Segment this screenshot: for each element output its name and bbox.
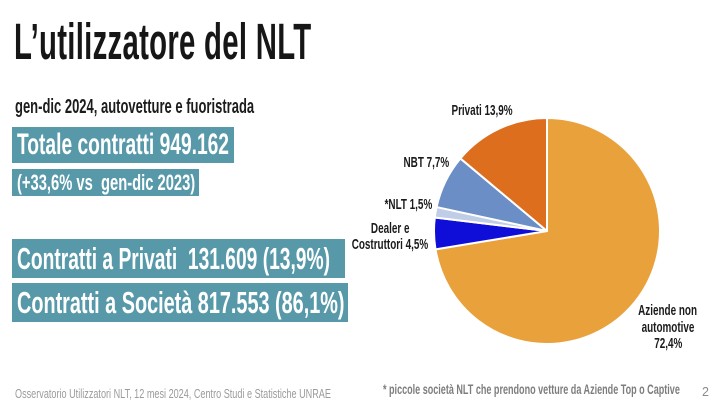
pie-label-aziende-non-automotive: Aziende non automotive 72,4% bbox=[638, 302, 698, 352]
pie-label-privati: Privati 13,9% bbox=[451, 102, 513, 119]
stat-contracts-private bbox=[12, 239, 345, 278]
stat-contracts-companies bbox=[12, 283, 348, 322]
footnote: * piccole società NLT che prendono vetture da Aziende Top o Captive bbox=[383, 382, 680, 397]
stat-total-contracts-text: Totale contratti 949.162 bbox=[17, 128, 229, 161]
pie-label-nbt: NBT 7,7% bbox=[403, 154, 449, 171]
page-title bbox=[14, 13, 531, 70]
stat-contracts-companies-text: Contratti a Società 817.553 (86,1%) bbox=[17, 285, 345, 320]
stat-total-contracts bbox=[12, 127, 234, 163]
page-title-text: L’utilizzatore del NLT bbox=[14, 13, 312, 70]
subtitle-text: gen-dic 2024, autovetture e fuoristrada bbox=[15, 96, 255, 118]
pie-label-dealer-costruttori: Dealer e Costruttori 4,5% bbox=[351, 220, 429, 253]
stat-growth bbox=[12, 169, 199, 196]
footer-source: Osservatorio Utilizzatori NLT, 12 mesi 2024, Centro Studi e Statistiche UNRAE bbox=[15, 386, 331, 401]
subtitle bbox=[15, 94, 383, 120]
stat-growth-text: (+33,6% vs gen-dic 2023) bbox=[17, 170, 196, 195]
page-number: 2 bbox=[702, 385, 709, 399]
pie-label-nlt: *NLT 1,5% bbox=[384, 196, 432, 213]
stat-contracts-private-text: Contratti a Privati 131.609 (13,9%) bbox=[17, 241, 330, 276]
